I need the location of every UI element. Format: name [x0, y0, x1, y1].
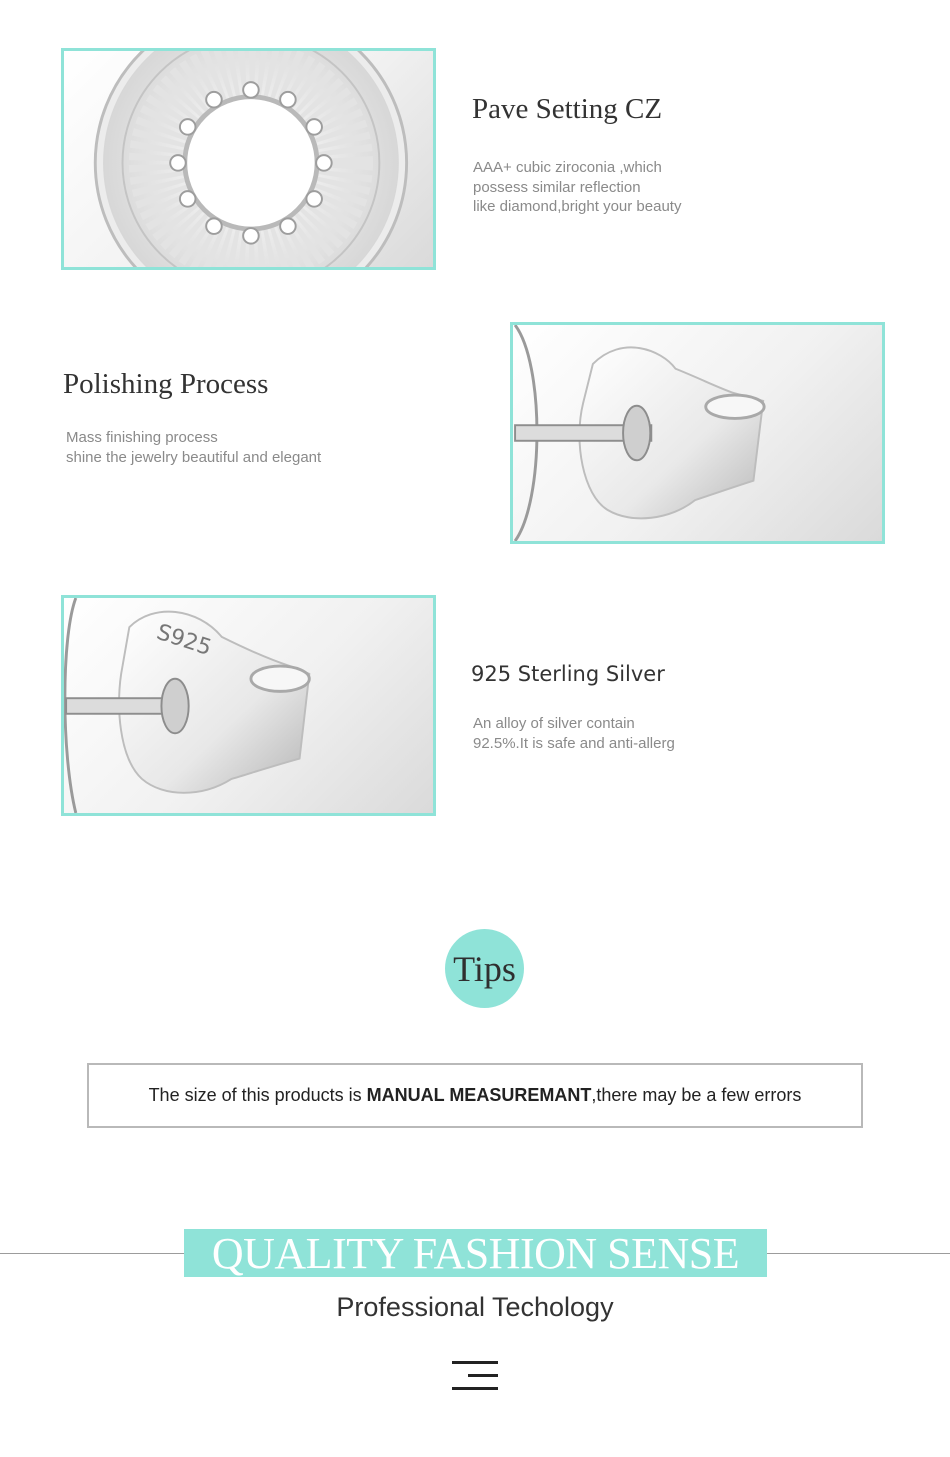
feature-line: shine the jewelry beautiful and elegant	[66, 448, 322, 466]
feature-line: possess similar reflection	[473, 178, 641, 196]
banner-subtitle: Professional Techology	[336, 1292, 614, 1322]
s925-stamp-illustration	[64, 598, 433, 813]
feature-title-silver: 925 Sterling Silver	[471, 662, 665, 686]
feature-title-pave: Pave Setting CZ	[472, 93, 663, 125]
banner-title: QUALITY FASHION SENSE	[211, 1229, 740, 1277]
pave-setting-photo	[61, 48, 436, 270]
notice-text-after: ,there may be a few errors	[591, 1085, 802, 1105]
pave-setting-illustration	[64, 51, 433, 267]
feature-description-pave	[473, 158, 681, 217]
feature-description-silver	[473, 714, 675, 753]
s925-stamp: S925	[153, 619, 215, 662]
feature-title-polishing: Polishing Process	[63, 368, 269, 400]
polishing-photo	[510, 322, 885, 544]
feature-line: 92.5%.It is safe and anti-allerg	[473, 734, 675, 752]
feature-line: AAA+ cubic ziroconia ,which	[473, 159, 662, 176]
tips-badge	[445, 929, 524, 1008]
notice-text-bold: MANUAL MEASUREMANT	[366, 1085, 592, 1105]
earring-back-illustration	[513, 325, 882, 541]
tips-label: Tips	[453, 948, 516, 989]
measurement-notice	[87, 1063, 863, 1128]
feature-line: An alloy of silver contain	[473, 715, 635, 732]
menu-icon	[452, 1361, 498, 1391]
sterling-silver-photo	[61, 595, 436, 816]
feature-line: Mass finishing process	[66, 429, 218, 446]
quality-banner	[184, 1229, 767, 1277]
feature-description-polishing	[66, 428, 321, 467]
notice-text-before: The size of this products is	[148, 1085, 367, 1105]
feature-line: like diamond,bright your beauty	[473, 198, 682, 215]
